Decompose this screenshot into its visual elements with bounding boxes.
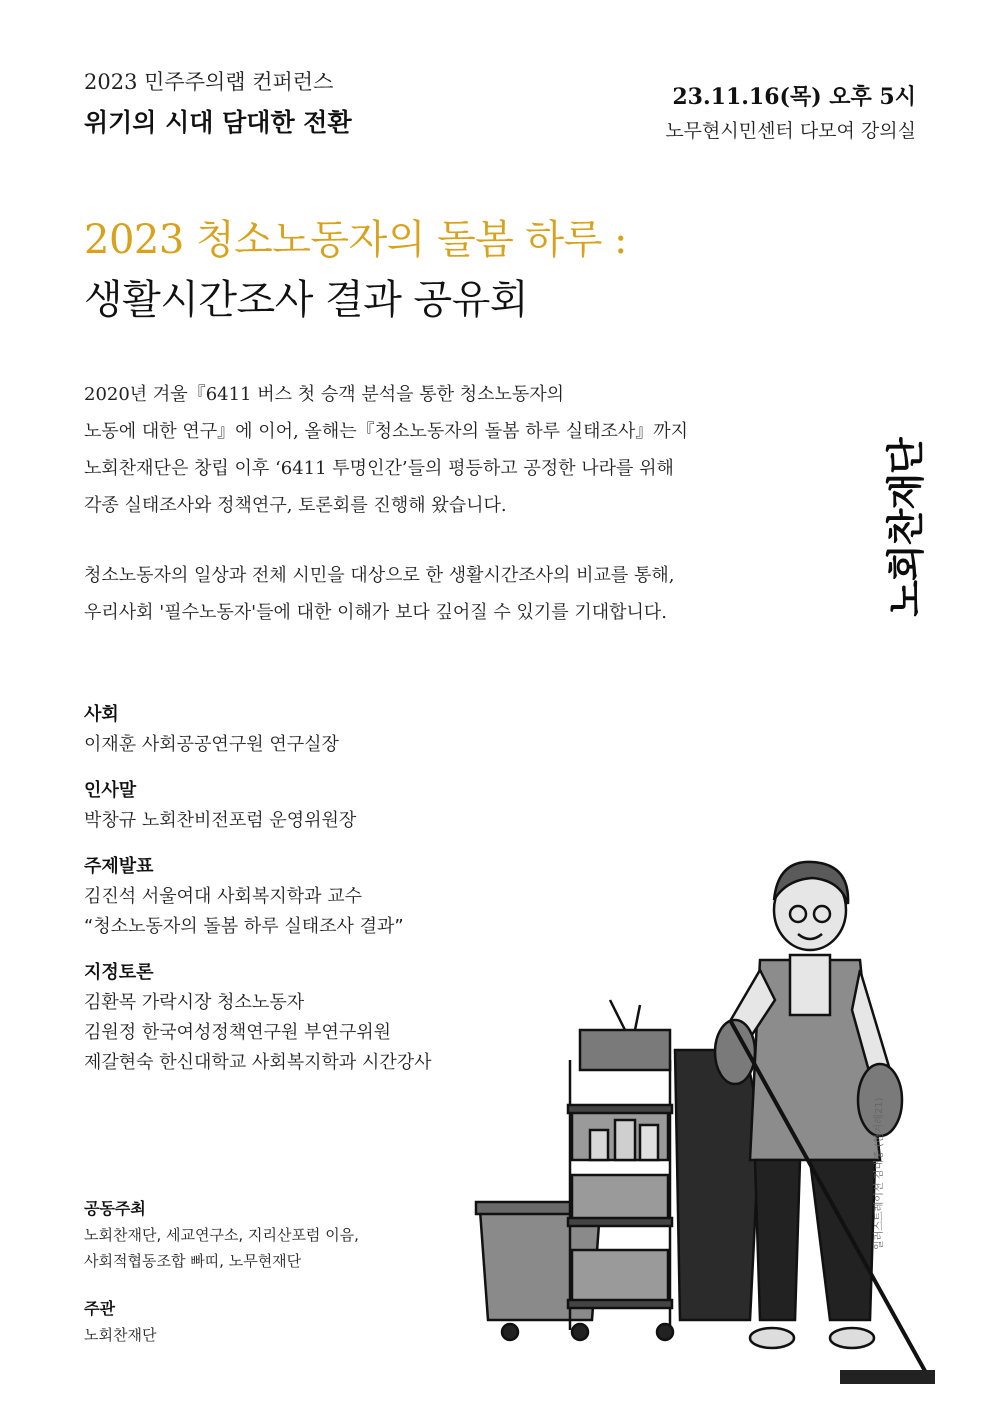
program-role: 주제발표 xyxy=(84,856,154,877)
organizer-label: 주관 xyxy=(84,1299,115,1318)
program-role: 사회 xyxy=(84,704,119,725)
program-person: 김진석 서울여대 사회복지학과 교수 xyxy=(84,886,362,907)
program-item xyxy=(84,700,524,760)
intro-line: 우리사회 '필수노동자'들에 대한 이해가 보다 깊어질 수 있기를 기대합니다. xyxy=(84,602,668,623)
program-person: 제갈현숙 한신대학교 사회복지학과 시간강사 xyxy=(84,1052,432,1073)
foundation-logo xyxy=(872,432,932,622)
illustration-credit: 일러스트레이션 김대중 (한겨레21) xyxy=(874,1097,885,1250)
presentation-topic: “청소노동자의 돌봄 하루 실태조사 결과” xyxy=(84,916,404,937)
event-venue: 노무현시민센터 다모여 강의실 xyxy=(665,120,916,142)
event-datetime: 23.11.16(목) 오후 5시 xyxy=(672,84,916,110)
intro-line: 각종 실태조사와 정책연구, 토론회를 진행해 왔습니다. xyxy=(84,495,507,516)
organizer-name: 노회찬재단 xyxy=(84,1326,157,1344)
cleaning-worker-illustration xyxy=(460,820,940,1400)
hosts-section xyxy=(84,1196,464,1370)
program-person: 박창규 노회찬비전포럼 운영위원장 xyxy=(84,810,357,831)
program-role: 인사말 xyxy=(84,780,137,801)
program-item xyxy=(84,852,524,942)
intro-paragraph-2 xyxy=(84,557,784,631)
program-list xyxy=(84,700,524,1094)
program-role: 지정토론 xyxy=(84,962,154,983)
intro-line: 노회찬재단은 창립 이후 ‘6411 투명인간’들의 평등하고 공정한 나라를 위해 xyxy=(84,458,674,479)
cohosts-line: 사회적협동조합 빠띠, 노무현재단 xyxy=(84,1252,302,1270)
event-title-line2: 생활시간조사 결과 공유회 xyxy=(84,277,528,323)
intro-paragraph-1 xyxy=(84,376,784,524)
conference-theme: 위기의 시대 담대한 전환 xyxy=(84,108,352,137)
event-title-line1: 2023 청소노동자의 돌봄 하루 : xyxy=(84,217,628,263)
program-item xyxy=(84,958,524,1078)
intro-line: 노동에 대한 연구』에 이어, 올해는『청소노동자의 돌봄 하루 실태조사』까지 xyxy=(84,421,689,442)
foundation-logo-text: 노회찬재단 xyxy=(883,437,928,617)
intro-line: 청소노동자의 일상과 전체 시민을 대상으로 한 생활시간조사의 비교를 통해, xyxy=(84,565,675,586)
program-person: 김환목 가락시장 청소노동자 xyxy=(84,992,305,1013)
program-person: 김원정 한국여성정책연구원 부연구위원 xyxy=(84,1022,392,1043)
cohosts-line: 노회찬재단, 세교연구소, 지리산포럼 이음, xyxy=(84,1226,359,1244)
conference-name: 2023 민주주의랩 컨퍼런스 xyxy=(84,70,334,94)
intro-line: 2020년 겨울『6411 버스 첫 승객 분석을 통한 청소노동자의 xyxy=(84,384,565,405)
organizer-block xyxy=(84,1296,464,1348)
cohosts-label: 공동주최 xyxy=(84,1199,146,1218)
program-person: 이재훈 사회공공연구원 연구실장 xyxy=(84,734,339,755)
program-item xyxy=(84,776,524,836)
cohosts-block xyxy=(84,1196,464,1274)
